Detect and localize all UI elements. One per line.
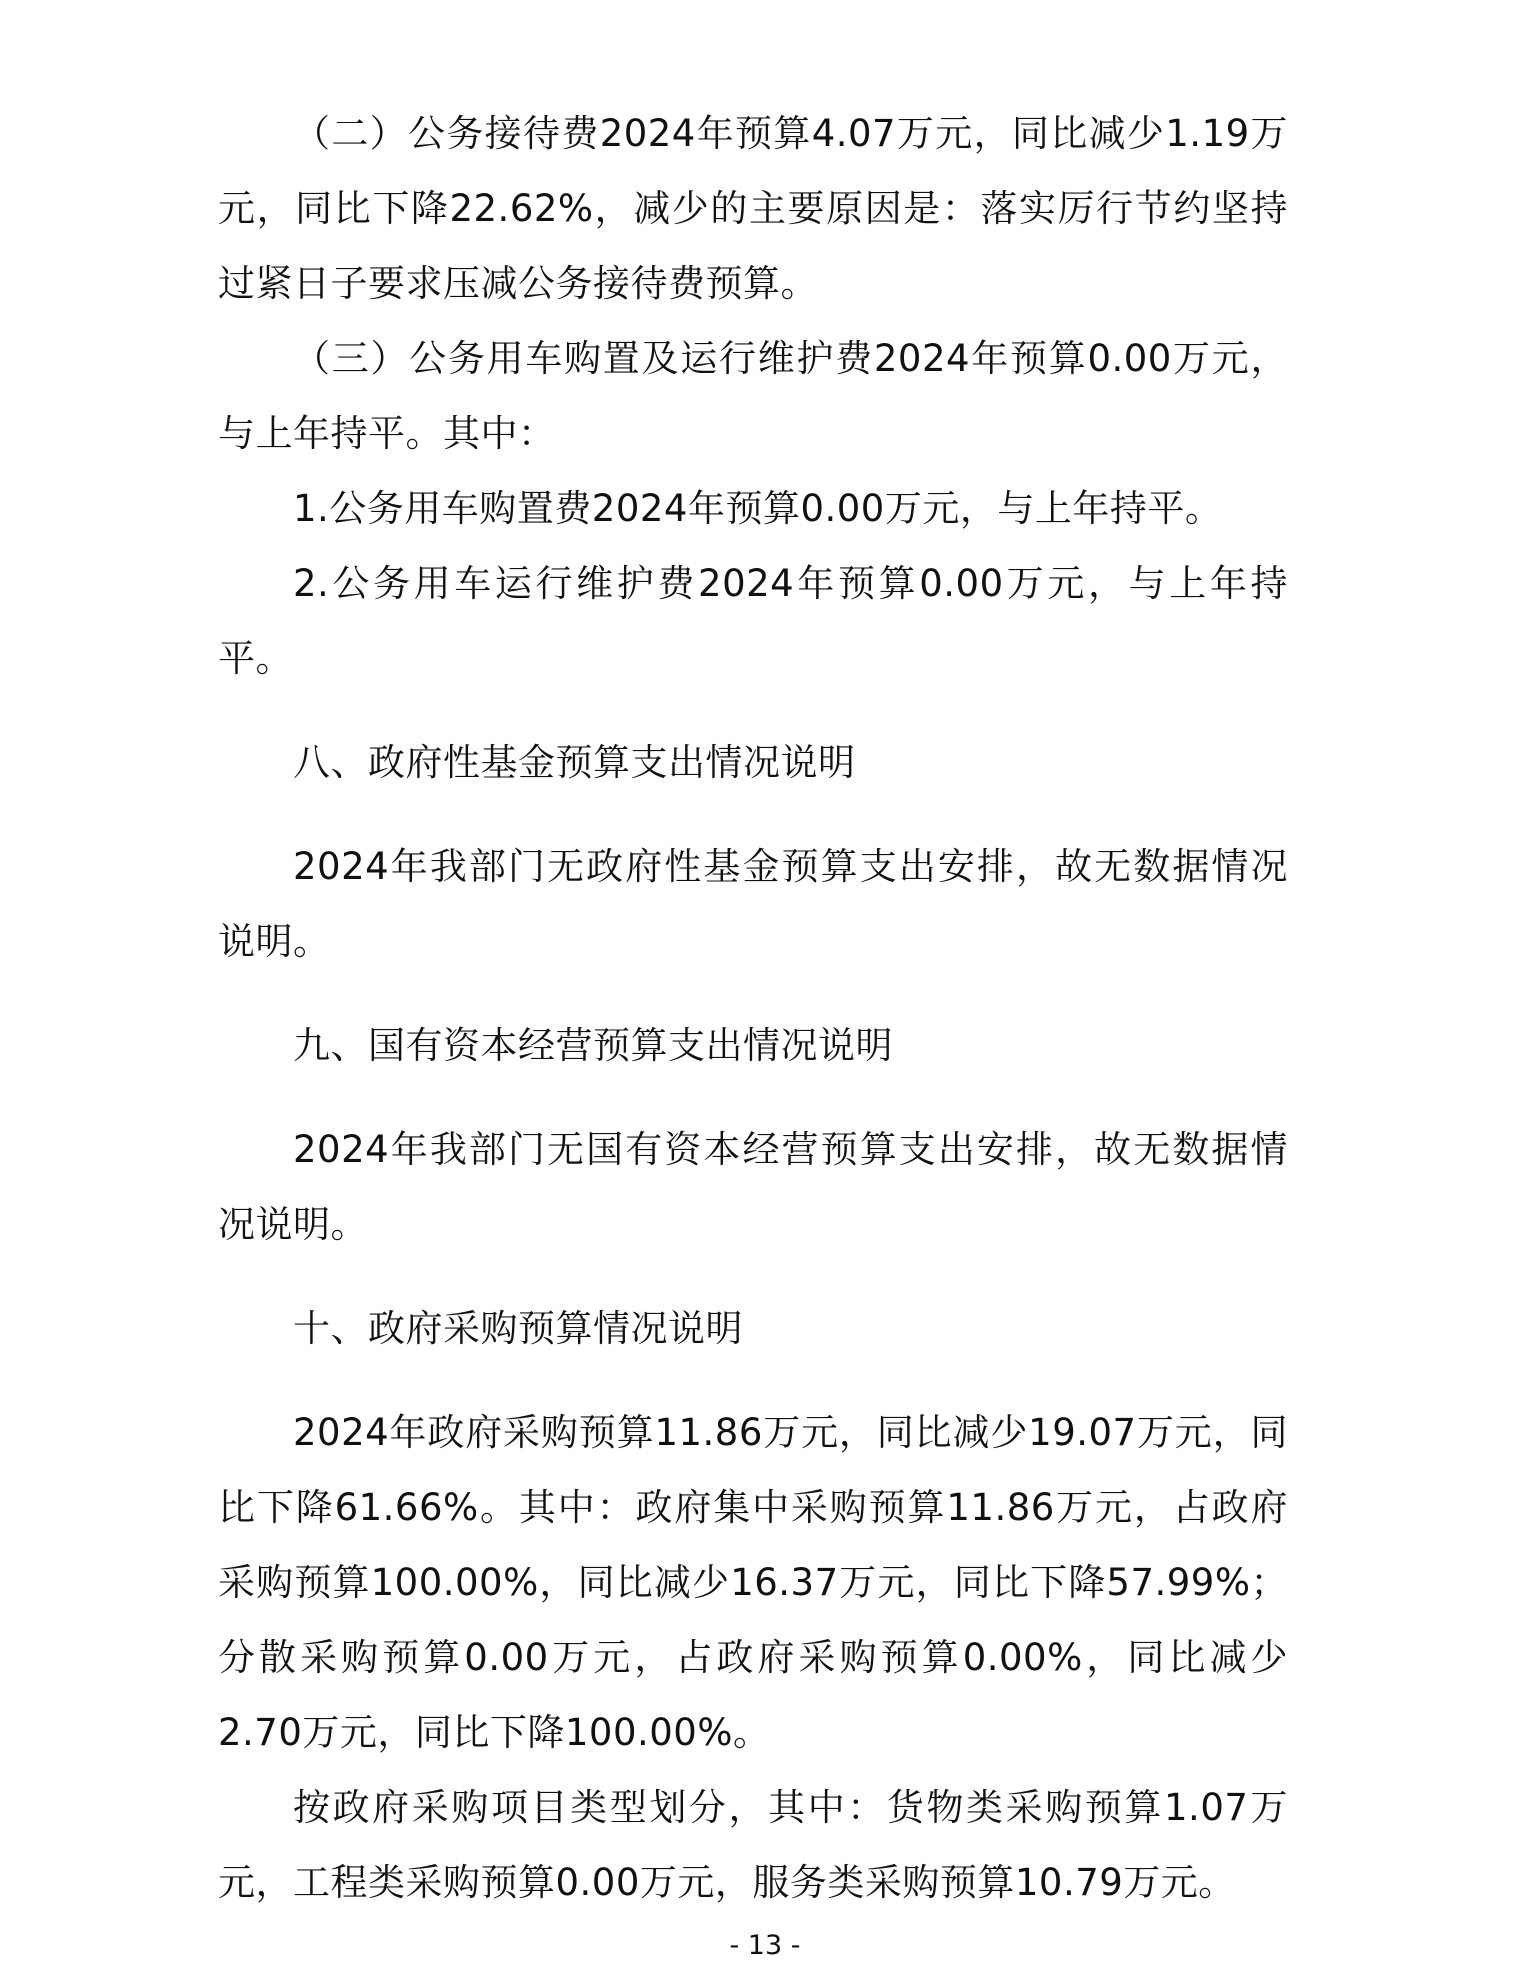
paragraph-vehicle-expense: （三）公务用车购置及运行维护费2024年预算0.00万元，与上年持平。其中：: [218, 337, 1288, 455]
paragraph-reception-expense: （二）公务接待费2024年预算4.07万元，同比减少1.19万元，同比下降22.62%，减少的主要原因是：落实厉行节约坚持过紧日子要求压减公务接待费预算。: [218, 112, 1288, 305]
paragraph-vehicle-purchase: 1.公务用车购置费2024年预算0.00万元，与上年持平。: [293, 487, 1223, 530]
paragraph-procurement-types: 按政府采购项目类型划分，其中：货物类采购预算1.07万元，工程类采购预算0.00万元，服务类采购预算10.79万元。: [218, 1786, 1288, 1904]
paragraph-government-fund: 2024年我部门无政府性基金预算支出安排，故无数据情况说明。: [218, 845, 1288, 963]
document-body: [218, 96, 1288, 1920]
heading-government-fund: 八、政府性基金预算支出情况说明: [293, 741, 856, 784]
paragraph-vehicle-maintenance: 2.公务用车运行维护费2024年预算0.00万元，与上年持平。: [218, 562, 1288, 680]
heading-procurement: 十、政府采购预算情况说明: [293, 1307, 743, 1350]
paragraph-state-capital: 2024年我部门无国有资本经营预算支出安排，故无数据情况说明。: [218, 1128, 1288, 1246]
paragraph-procurement-summary: 2024年政府采购预算11.86万元，同比减少19.07万元，同比下降61.66%。其中：政府集中采购预算11.86万元，占政府采购预算100.00%，同比减少16.37万元，同比下降57.99%；分散采购预算0.00万元，占政府采购预算0.00%，同比减少2.70万元，同比下降100.00%。: [218, 1411, 1288, 1754]
heading-state-capital: 九、国有资本经营预算支出情况说明: [293, 1024, 893, 1067]
page-number: - 13 -: [729, 1930, 801, 1961]
